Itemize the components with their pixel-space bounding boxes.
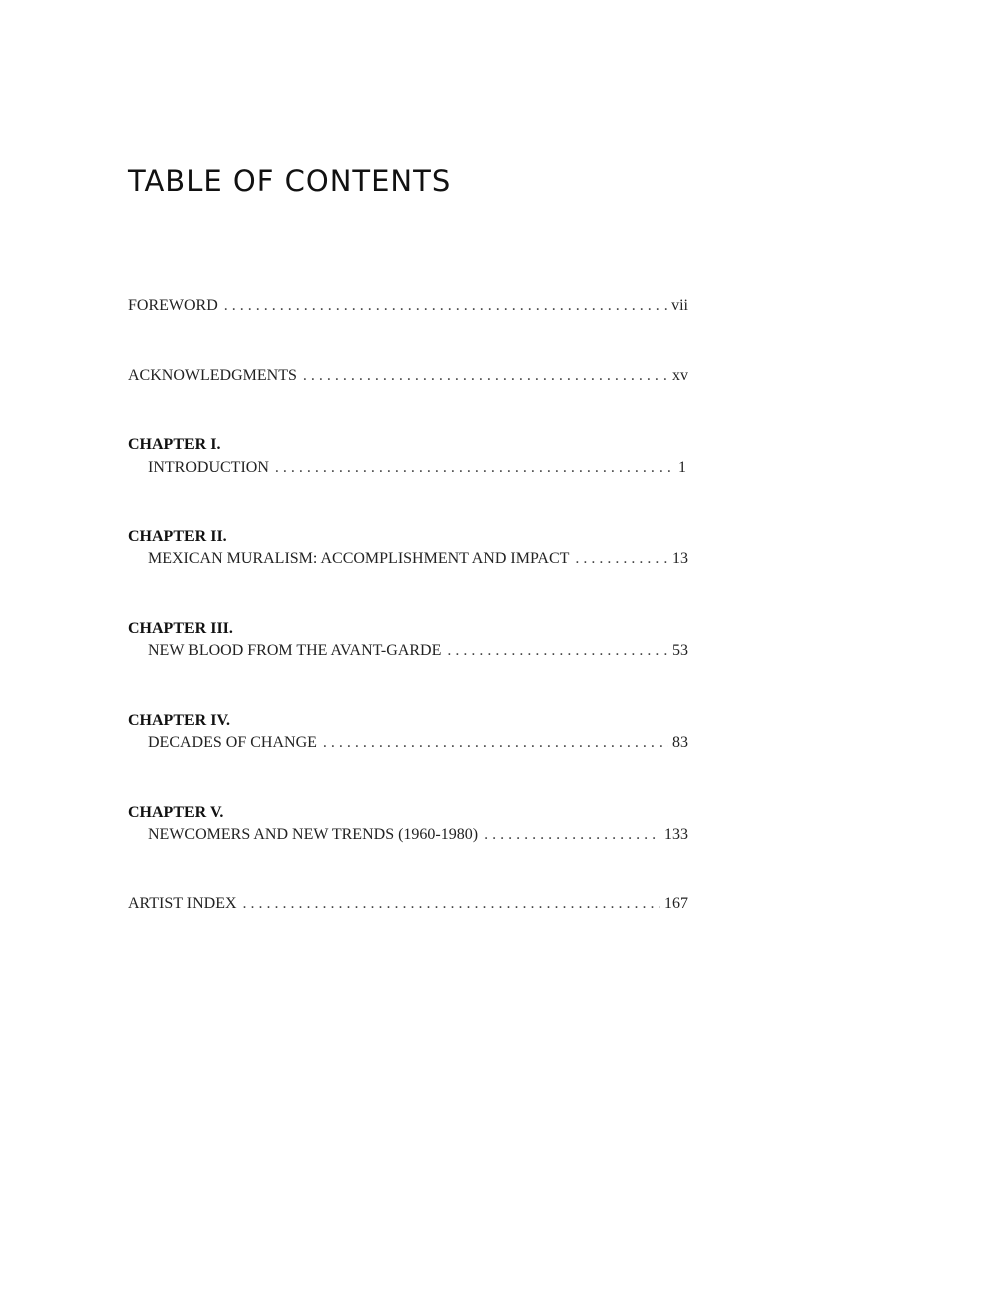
toc-entry-page: xv bbox=[672, 367, 688, 384]
toc-entry-page: 83 bbox=[672, 734, 688, 751]
leader-dots bbox=[447, 642, 668, 660]
toc-entry-chapter-2[interactable] bbox=[148, 550, 688, 568]
toc-entry-label: ARTIST INDEX bbox=[128, 895, 237, 912]
leader-dots bbox=[275, 459, 674, 477]
toc-entry-artist-index[interactable] bbox=[128, 895, 688, 913]
toc-entry-page: 13 bbox=[672, 550, 688, 567]
toc-entry-page: 167 bbox=[664, 895, 688, 912]
toc-entry-label: MEXICAN MURALISM: ACCOMPLISHMENT AND IMPACT bbox=[148, 550, 570, 567]
chapter-heading-2: CHAPTER II. bbox=[128, 528, 227, 545]
page-title: TABLE OF CONTENTS bbox=[128, 164, 452, 198]
toc-entry-page: 133 bbox=[664, 826, 688, 843]
chapter-heading-4: CHAPTER IV. bbox=[128, 712, 230, 729]
toc-entry-page: vii bbox=[671, 297, 688, 314]
toc-entry-label: NEW BLOOD FROM THE AVANT-GARDE bbox=[148, 642, 442, 659]
toc-entry-foreword[interactable] bbox=[128, 297, 688, 315]
leader-dots bbox=[243, 895, 660, 913]
toc-entry-label: ACKNOWLEDGMENTS bbox=[128, 367, 297, 384]
toc-entry-page: 53 bbox=[672, 642, 688, 659]
chapter-heading-5: CHAPTER V. bbox=[128, 804, 224, 821]
toc-entry-label: FOREWORD bbox=[128, 297, 218, 314]
leader-dots bbox=[575, 550, 668, 568]
toc-entry-chapter-1[interactable] bbox=[148, 459, 686, 477]
leader-dots bbox=[323, 734, 668, 752]
toc-entry-label: NEWCOMERS AND NEW TRENDS (1960-1980) bbox=[148, 826, 479, 843]
toc-entry-chapter-3[interactable] bbox=[148, 642, 688, 660]
toc-entry-chapter-4[interactable] bbox=[148, 734, 688, 752]
leader-dots bbox=[303, 367, 668, 385]
chapter-heading-3: CHAPTER III. bbox=[128, 620, 233, 637]
toc-entry-chapter-5[interactable] bbox=[148, 826, 688, 844]
leader-dots bbox=[484, 826, 660, 844]
toc-entry-acknowledgments[interactable] bbox=[128, 367, 688, 385]
leader-dots bbox=[224, 297, 667, 315]
toc-entry-label: DECADES OF CHANGE bbox=[148, 734, 317, 751]
chapter-heading-1: CHAPTER I. bbox=[128, 436, 221, 453]
toc-entry-page: 1 bbox=[678, 459, 686, 476]
toc-entry-label: INTRODUCTION bbox=[148, 459, 269, 476]
